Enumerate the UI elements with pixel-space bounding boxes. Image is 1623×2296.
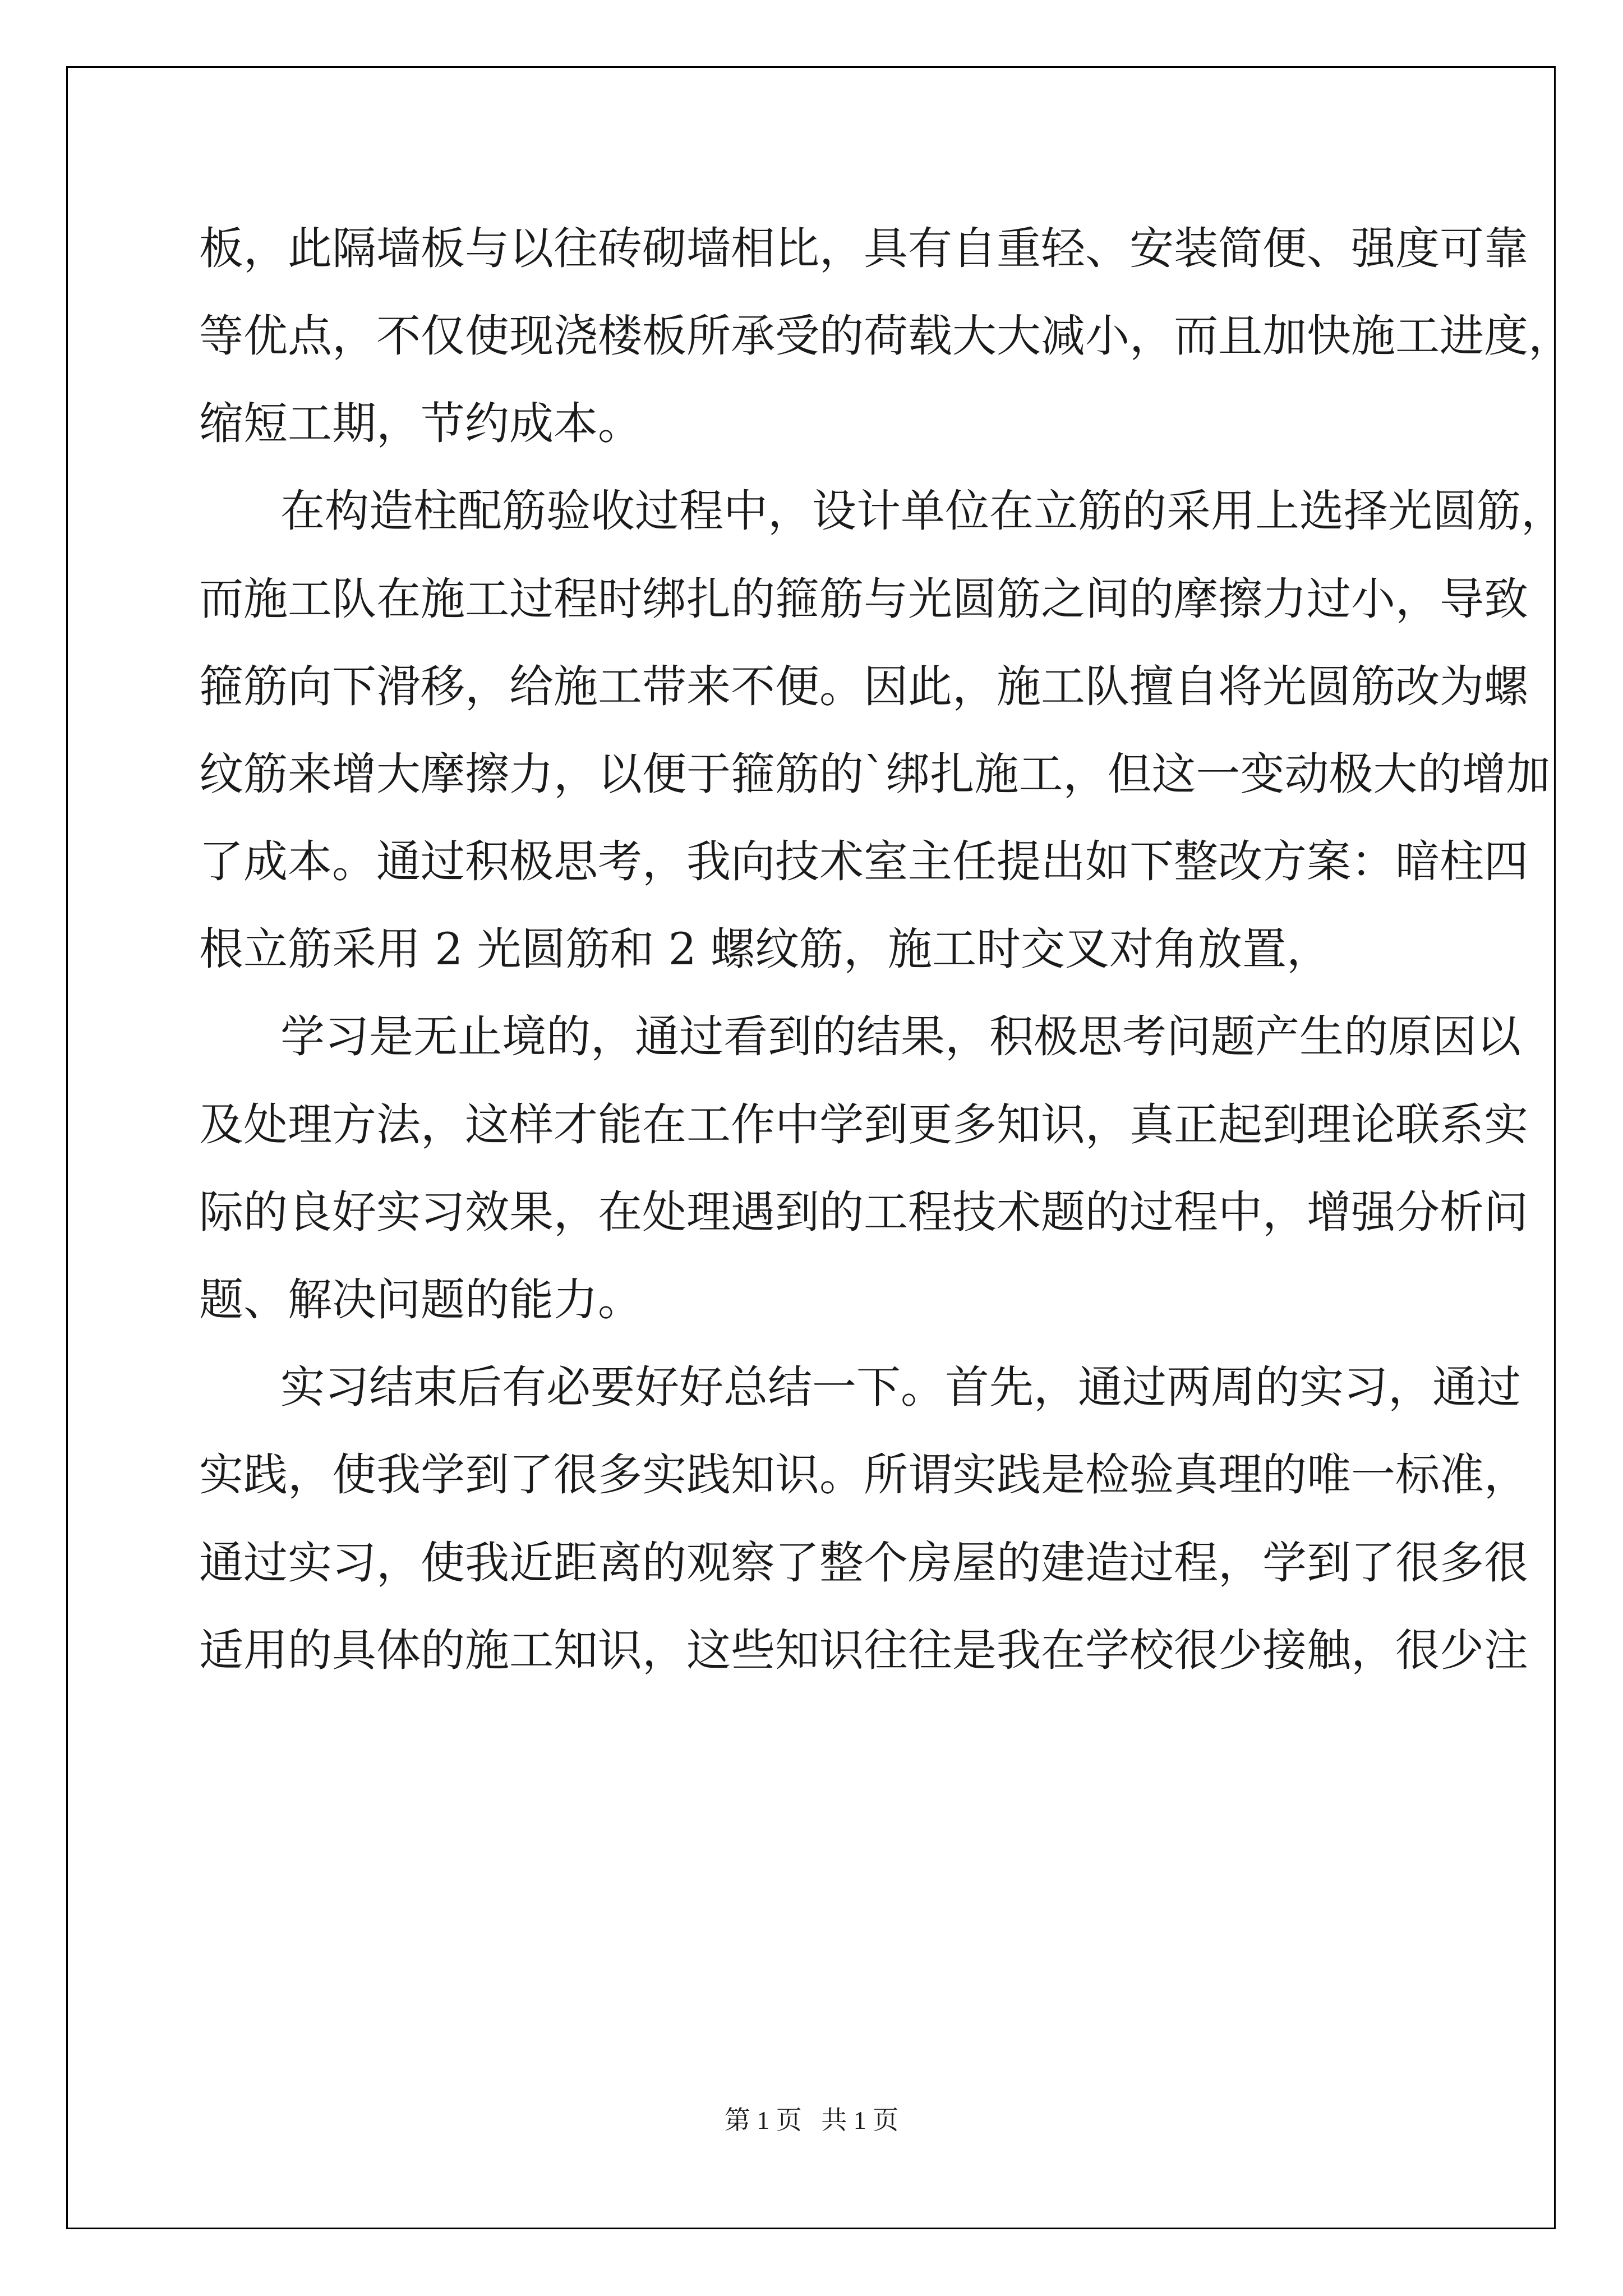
page-footer: 第 1 页 共 1 页 [724, 2106, 899, 2134]
paragraph-line: 实践，使我学到了很多实践知识。所谓实践是检验真理的唯一标准， [199, 1449, 1528, 1501]
paragraph-line: 在构造柱配筋验收过程中，设计单位在立筋的采用上选择光圆筋， [280, 485, 1565, 537]
paragraph-line: 实习结束后有必要好好总结一下。首先，通过两周的实习，通过 [280, 1361, 1521, 1413]
paragraph-line: 等优点，不仅使现浇楼板所承受的荷载大大减小，而且加快施工进度， [199, 310, 1573, 362]
paragraph-line: 板，此隔墙板与以往砖砌墙相比，具有自重轻、安装简便、强度可靠 [199, 223, 1528, 274]
paragraph-line: 纹筋来增大摩擦力，以便于箍筋的`绑扎施工，但这一变动极大的增加 [199, 748, 1551, 800]
paragraph-line: 学习是无止境的，通过看到的结果，积极思考问题产生的原因以 [280, 1011, 1521, 1062]
paragraph-line: 际的良好实习效果，在处理遇到的工程技术题的过程中，增强分析问 [199, 1186, 1528, 1238]
paragraph-line: 缩短工期，节约成本。 [199, 398, 642, 449]
paragraph-line: 适用的具体的施工知识，这些知识往往是我在学校很少接触，很少注 [199, 1625, 1528, 1676]
paragraph-line: 通过实习，使我近距离的观察了整个房屋的建造过程，学到了很多很 [199, 1537, 1528, 1589]
paragraph-line: 根立筋采用 2 光圆筋和 2 螺纹筋，施工时交叉对角放置， [199, 923, 1331, 975]
paragraph-line: 题、解决问题的能力。 [199, 1274, 642, 1326]
paragraph-line: 箍筋向下滑移，给施工带来不便。因此，施工队擅自将光圆筋改为螺 [199, 661, 1528, 712]
paragraph-line: 及处理方法，这样才能在工作中学到更多知识，真正起到理论联系实 [199, 1099, 1528, 1151]
paragraph-line: 了成本。通过积极思考，我向技术室主任提出如下整改方案：暗柱四 [199, 836, 1528, 887]
paragraph-line: 而施工队在施工过程时绑扎的箍筋与光圆筋之间的摩擦力过小，导致 [199, 573, 1528, 625]
